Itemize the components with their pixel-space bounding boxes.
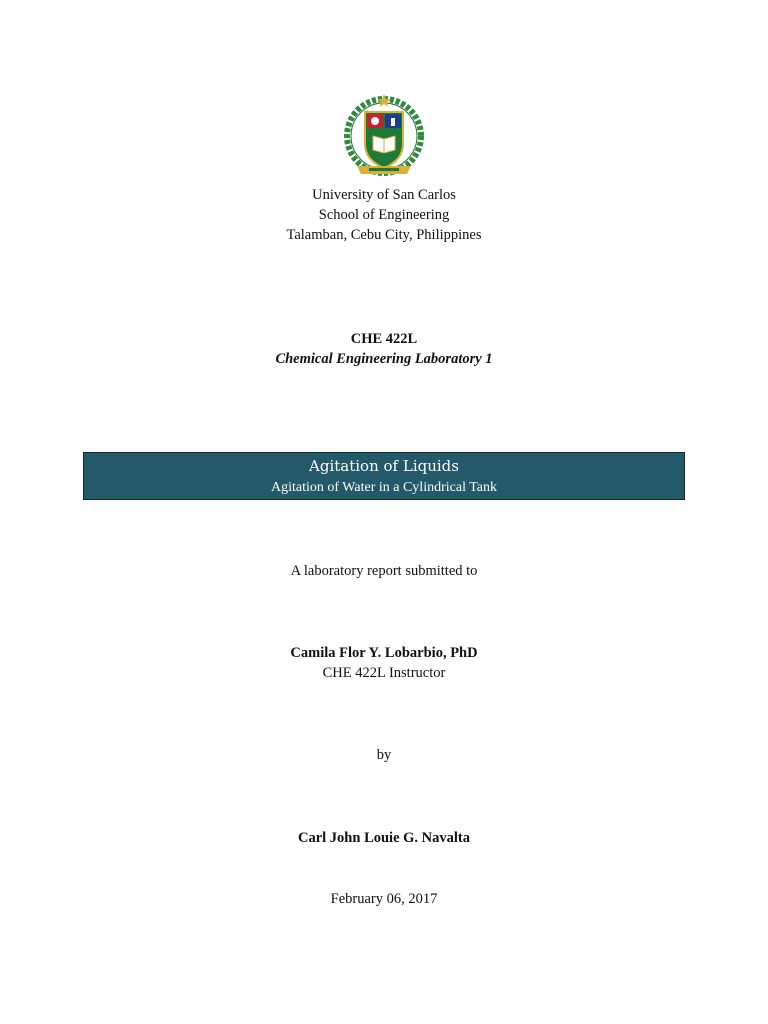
instructor-name: Camila Flor Y. Lobarbio, PhD [290, 645, 478, 661]
university-address: Talamban, Cebu City, Philippines [286, 227, 482, 243]
course-title: Chemical Engineering Laboratory 1 [275, 351, 493, 367]
author-name: Carl John Louie G. Navalta [298, 830, 470, 846]
report-title: Agitation of Liquids [309, 457, 459, 475]
university-seal-logo [343, 92, 425, 182]
report-subtitle: Agitation of Water in a Cylindrical Tank [271, 480, 497, 495]
course-block [0, 329, 768, 369]
report-title-banner [83, 452, 685, 500]
instructor-role: CHE 422L Instructor [322, 665, 446, 681]
school-name: School of Engineering [318, 207, 450, 223]
instructor-block [0, 643, 768, 683]
course-code: CHE 422L [350, 331, 418, 347]
report-date: February 06, 2017 [330, 891, 438, 907]
by-label: by [376, 747, 392, 763]
institution-block [0, 185, 768, 245]
university-name: University of San Carlos [312, 187, 456, 203]
submission-statement: A laboratory report submitted to [290, 563, 478, 579]
